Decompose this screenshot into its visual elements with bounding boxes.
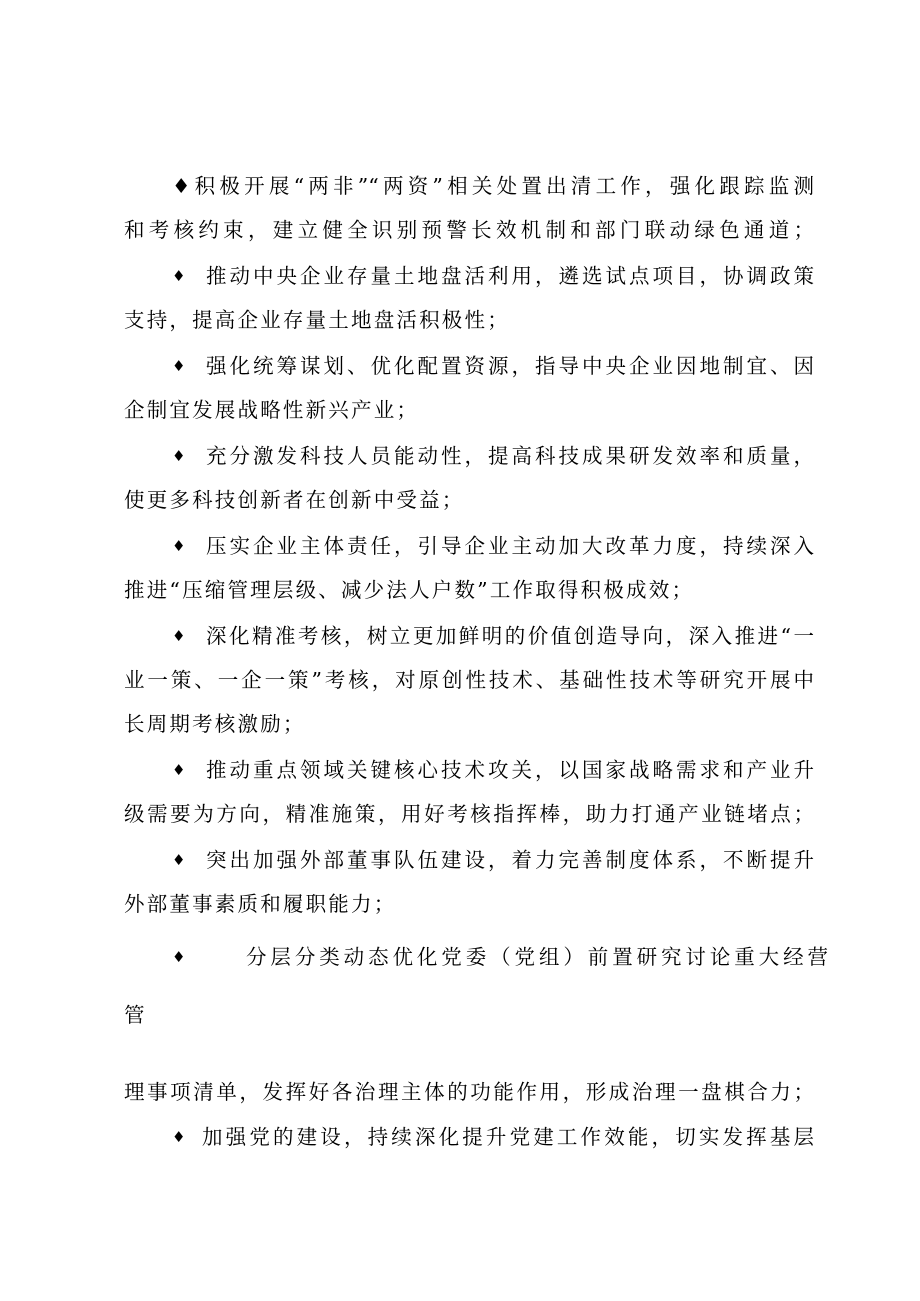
paragraph-line: ♦积极开展“两非”“两资”相关处置出清工作，强化跟踪监测 bbox=[172, 174, 814, 198]
diamond-bullet-icon: ♦ bbox=[172, 267, 186, 285]
diamond-bullet-icon: ♦ bbox=[172, 357, 186, 375]
paragraph-line: 推动重点领域关键核心技术攻关，以国家战略需求和产业升 bbox=[206, 758, 814, 782]
paragraph-line: 级需要为方向，精准施策，用好考核指挥棒，助力打通产业链堵点； bbox=[124, 802, 814, 826]
paragraph-line: 和考核约束，建立健全识别预警长效机制和部门联动绿色通道； bbox=[124, 218, 814, 242]
paragraph-line: 推进“压缩管理层级、减少法人户数”工作取得积极成效； bbox=[124, 578, 695, 602]
paragraph-line: 长周期考核激励； bbox=[124, 712, 306, 736]
paragraph-line: 管 bbox=[124, 1003, 147, 1027]
paragraph-line: 突出加强外部董事队伍建设，着力完善制度体系，不断提升 bbox=[206, 848, 814, 872]
paragraph-line: 支持，提高企业存量土地盘活积极性； bbox=[124, 308, 510, 332]
paragraph-line: 深化精准考核，树立更加鲜明的价值创造导向，深入推进“一 bbox=[206, 624, 814, 648]
paragraph-line: 外部董事素质和履职能力； bbox=[124, 892, 397, 916]
diamond-bullet-icon: ♦ bbox=[172, 627, 186, 645]
paragraph-line: 业一策、一企一策”考核，对原创性技术、基础性技术等研究开展中 bbox=[124, 668, 814, 692]
paragraph-line: 理事项清单，发挥好各治理主体的功能作用，形成治理一盘棋合力； bbox=[124, 1080, 814, 1104]
diamond-bullet-icon: ♦ bbox=[172, 761, 186, 779]
diamond-bullet-icon: ♦ bbox=[172, 948, 186, 966]
paragraph-line: 分层分类动态优化党委（党组）前置研究讨论重大经营 bbox=[246, 945, 828, 969]
paragraph-line: 企制宜发展战略性新兴产业； bbox=[124, 398, 420, 422]
paragraph-line: 推动中央企业存量土地盘活利用，遴选试点项目，协调政策 bbox=[206, 264, 814, 288]
paragraph-line: 加强党的建设，持续深化提升党建工作效能，切实发挥基层 bbox=[202, 1125, 814, 1149]
paragraph-line: 强化统筹谋划、优化配置资源，指导中央企业因地制宜、因 bbox=[206, 354, 814, 378]
paragraph-line: 压实企业主体责任，引导企业主动加大改革力度，持续深入 bbox=[206, 534, 814, 558]
paragraph-line: 充分激发科技人员能动性，提高科技成果研发效率和质量， bbox=[206, 444, 814, 468]
diamond-bullet-icon: ♦ bbox=[172, 851, 186, 869]
paragraph-line: 使更多科技创新者在创新中受益； bbox=[124, 488, 465, 512]
diamond-bullet-icon: ♦ bbox=[172, 537, 186, 555]
diamond-bullet-icon: ♦ bbox=[172, 447, 186, 465]
diamond-bullet-icon: ♦ bbox=[172, 1128, 186, 1146]
